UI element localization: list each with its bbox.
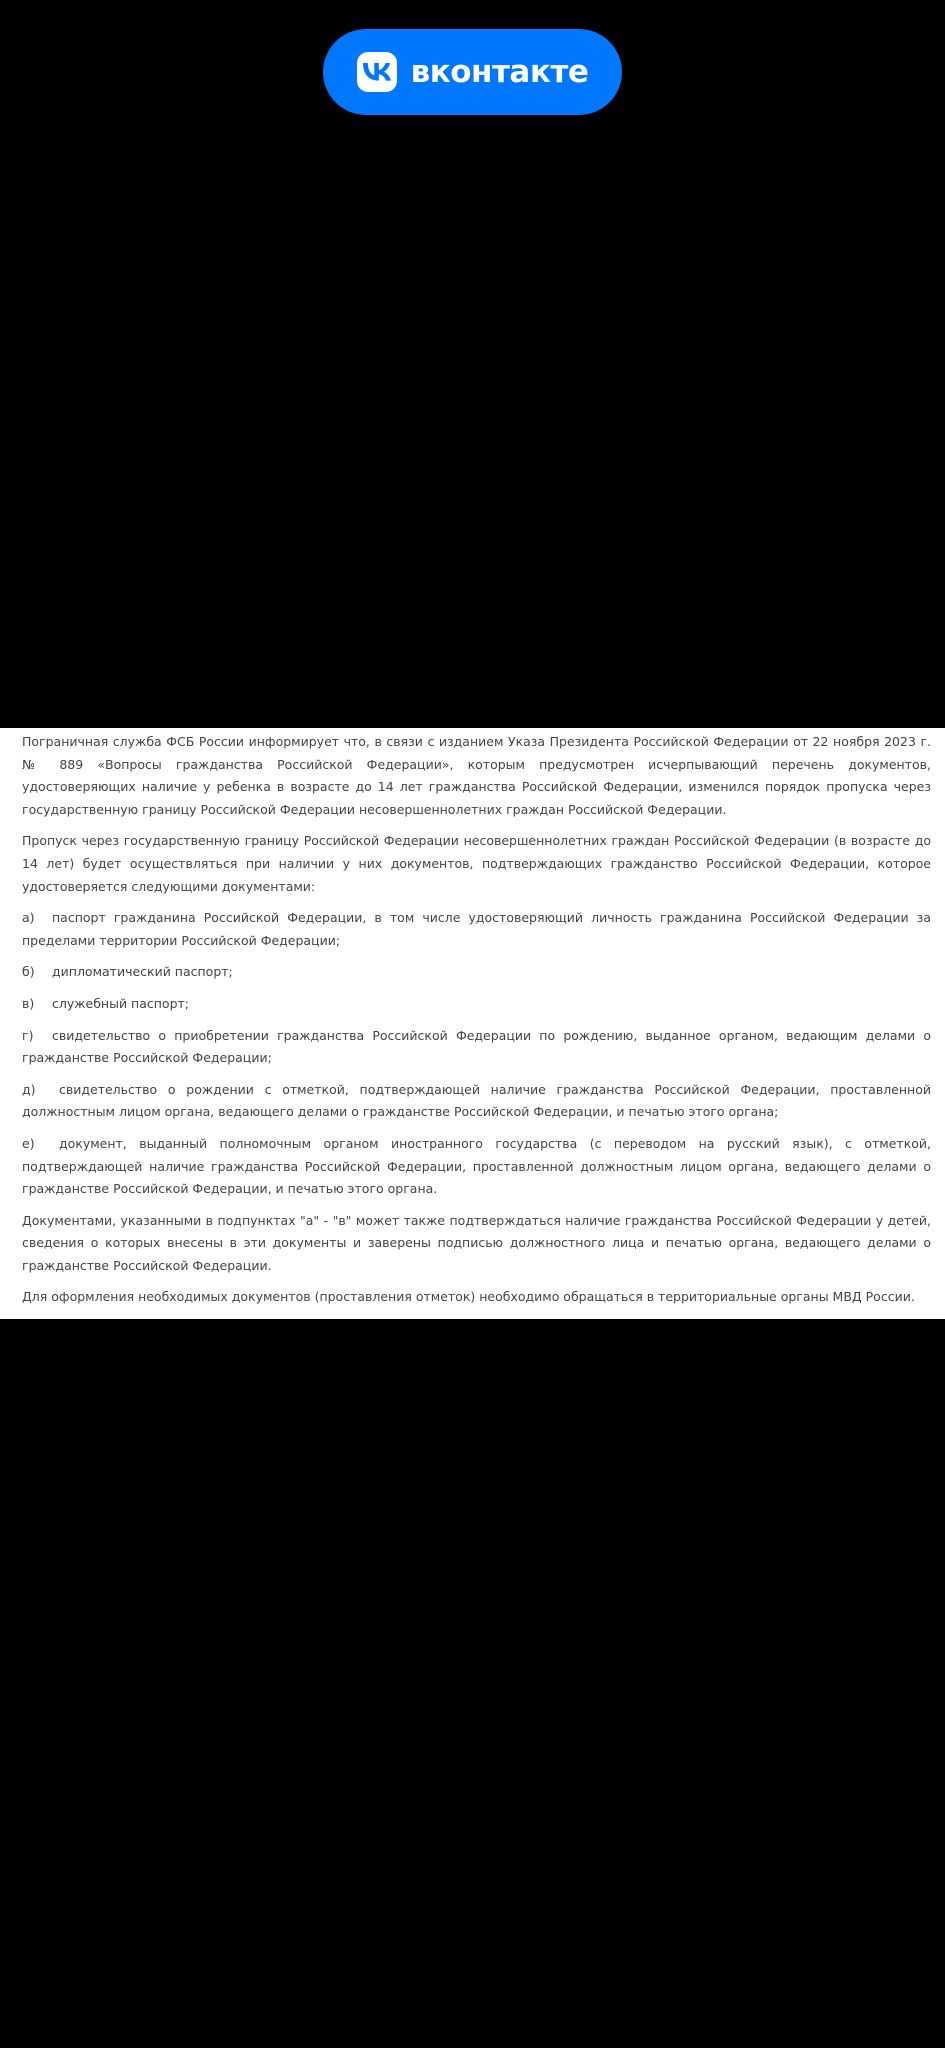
list-marker: а)	[22, 910, 35, 926]
list-item	[22, 1133, 931, 1201]
list-item-text: паспорт гражданина Российской Федерации, в том числе удостоверяющий личность гражданина Российской Федерации за пределами территории Российской Федерации;	[22, 910, 931, 948]
list-item	[22, 993, 931, 1016]
vk-logo-glyph	[363, 63, 391, 81]
list-item-text: документ, выданный полномочным органом иностранного государства (с переводом на русский язык), с отметкой, подтверждающей наличие гражданства Российской Федерации, проставленной должностным лицом органа, ведающего делами о гражданстве Российской Федерации, и печатью этого органа.	[22, 1135, 931, 1197]
article-paragraph: Пропуск через государственную границу Российской Федерации несовершеннолетних граждан Российской Федерации (в возрасте до 14 лет) будет осуществляться при наличии у них документов, подтверждающих гражданство Российской Федерации, которое удостоверяется следующими документами:	[22, 833, 931, 894]
list-item-text: дипломатический паспорт;	[52, 964, 233, 980]
list-item	[22, 907, 931, 952]
list-item-text: служебный паспорт;	[52, 995, 190, 1011]
article-paragraph: Пограничная служба ФСБ России информирует что, в связи с изданием Указа Президента Российской Федерации от 22 ноября 2023 г. № 889 «Вопросы гражданства Российской Федерации», которым предусмотрен исчерпывающий перечень документов, удостоверяющих наличие у ребенка в возрасте до 14 лет гражданства Российской Федерации, изменился порядок пропуска через государственную границу Российской Федерации несовершеннолетних граждан Российской Федерации.	[22, 734, 931, 817]
vk-wordmark: вконтакте	[410, 53, 589, 90]
list-marker: б)	[22, 964, 35, 980]
list-item	[22, 1025, 931, 1070]
list-marker: д)	[22, 1081, 36, 1097]
list-marker: е)	[22, 1135, 35, 1151]
list-item-text: свидетельство о рождении с отметкой, подтверждающей наличие гражданства Российской Федерации, проставленной должностным лицом органа, ведающего делами о гражданстве Российской Федерации, и печатью этого органа;	[22, 1081, 931, 1120]
vk-brand-badge	[323, 29, 622, 115]
list-item	[22, 1079, 931, 1124]
vk-logo-icon	[357, 52, 397, 92]
article-paragraph: Для оформления необходимых документов (проставления отметок) необходимо обращаться в территориальные органы МВД России.	[22, 1289, 915, 1305]
list-item	[22, 961, 931, 984]
article-paragraph: Документами, указанными в подпунктах "а" - "в" может также подтверждаться наличие гражданства Российской Федерации у детей, сведения о которых внесены в эти документы и заверены подписью должностного лица и печатью органа, ведающего делами о гражданстве Российской Федерации.	[22, 1212, 931, 1273]
list-item-text: свидетельство о приобретении гражданства Российской Федерации по рождению, выданное органом, ведающим делами о гражданстве Российской Федерации;	[22, 1027, 931, 1066]
list-marker: г)	[22, 1027, 34, 1043]
article-body	[0, 728, 945, 1319]
list-marker: в)	[22, 995, 35, 1011]
